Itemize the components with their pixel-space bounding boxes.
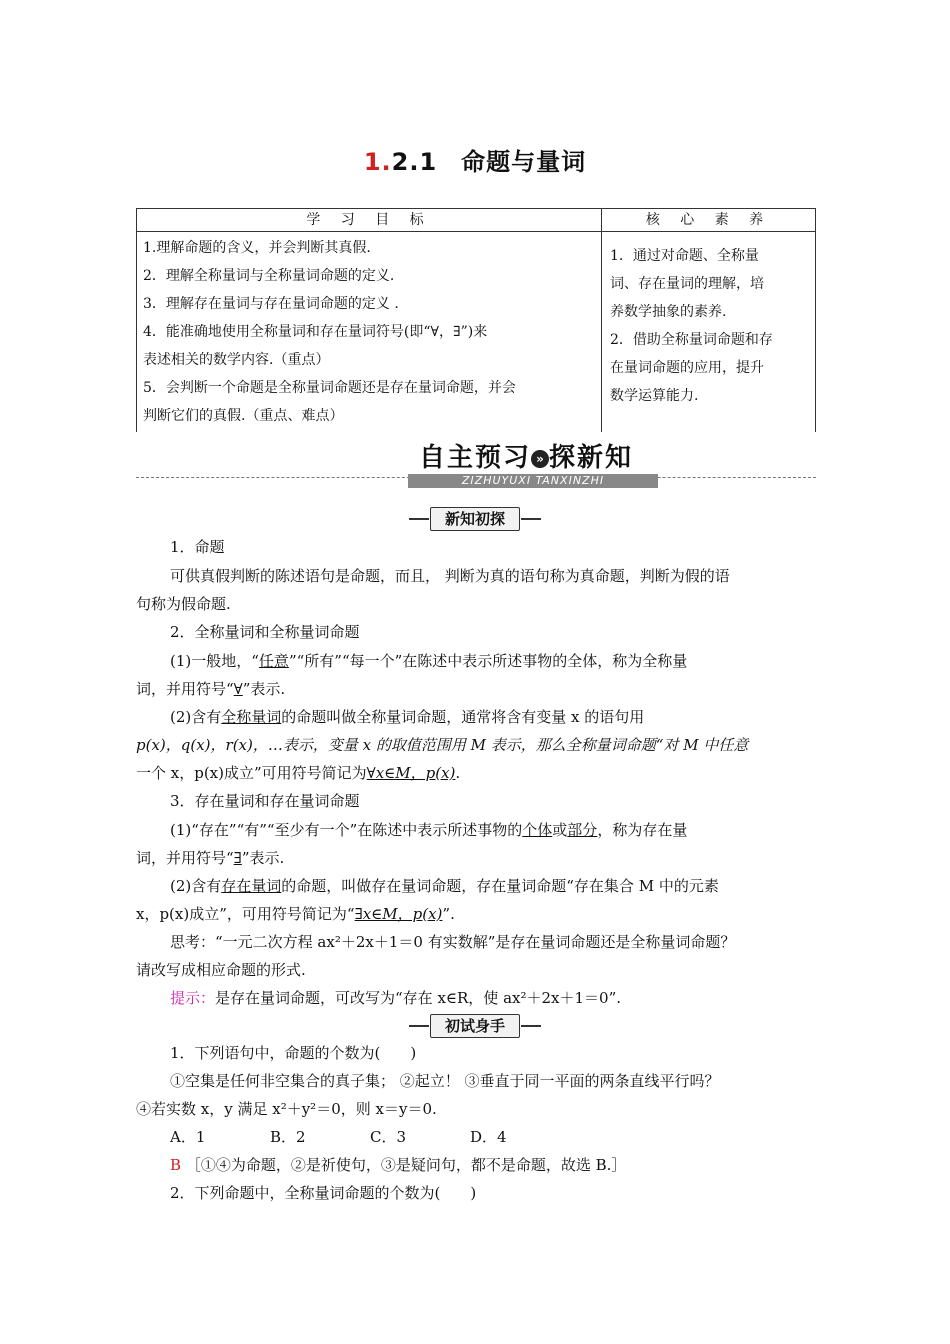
objective-line: 4．能准确地使用全称量词和存在量词符号(即“∀，∃”)来 (143, 324, 488, 340)
paragraph-line: 可供真假判断的陈述语句是命题，而且， 判断为真的语句称为真命题，判断为假的语 (170, 567, 730, 585)
goals-header-objectives: 学 习 目 标 (137, 209, 602, 232)
core-line: 词、存在量词的理解，培 (610, 276, 764, 292)
choice-a: A．1 (170, 1128, 206, 1146)
think-question-cont: 请改写成相应命题的形式. (136, 961, 306, 979)
objective-line: 表述相关的数学内容.（重点） (143, 352, 330, 368)
heading-universal-quantifier: 2．全称量词和全称量词命题 (170, 623, 360, 641)
choices-row (136, 1126, 816, 1148)
objective-line: 5．会判断一个命题是全称量词命题还是存在量词命题，并会 (143, 380, 516, 396)
question-1-options-cont: ④若实数 x，y 满足 x²＋y²＝0，则 x＝y＝0. (136, 1100, 437, 1118)
question-1: 1．下列语句中，命题的个数为( ) (170, 1044, 417, 1062)
heading-existential-quantifier: 3．存在量词和存在量词命题 (170, 792, 360, 810)
choice-b: B．2 (270, 1128, 306, 1146)
core-cell (602, 232, 816, 433)
page-title (0, 142, 950, 177)
answer-line (136, 1154, 816, 1176)
answer-text: ［①④为命题，②是祈使句，③是疑问句，都不是命题，故选 B.］ (185, 1156, 627, 1174)
paragraph-line: x，p(x)成立”，可用符号简记为“∃x∈M，p(x)”. (136, 905, 455, 923)
banner-subtitle: ZIZHUYUXI TANXINZHI (408, 474, 658, 488)
section-tag-new-knowledge (0, 507, 950, 531)
section-tag-trial (0, 1014, 950, 1038)
objective-line: 1.理解命题的含义，并会判断其真假. (143, 240, 371, 256)
section-tag-label: 新知初探 (430, 507, 520, 531)
objective-line: 判断它们的真假.（重点、难点） (143, 408, 344, 424)
core-line: 在量词命题的应用，提升 (610, 360, 764, 376)
title-text: 命题与量词 (461, 148, 587, 176)
core-line: 2．借助全称量词命题和存 (610, 332, 773, 348)
paragraph-line: 词，并用符号“∀”表示. (136, 680, 286, 698)
paragraph-line: (1)“存在”“有”“至少有一个”在陈述中表示所述事物的个体或部分，称为存在量 (170, 821, 688, 839)
goals-table (136, 208, 816, 432)
think-question: 思考：“一元二次方程 ax²＋2x＋1＝0 有实数解”是存在量词命题还是全称量词命题？ (170, 933, 736, 951)
answer-letter: B (170, 1156, 182, 1174)
choice-c: C．3 (370, 1128, 407, 1146)
core-line: 养数学抽象的素养. (610, 304, 727, 320)
title-number-b: 2.1 (391, 148, 438, 176)
paragraph-line: (1)一般地，“任意”“所有”“每一个”在陈述中表示所述事物的全体，称为全称量 (170, 652, 688, 670)
question-1-options: ①空集是任何非空集合的真子集； ②起立！ ③垂直于同一平面的两条直线平行吗？ (170, 1072, 720, 1090)
banner-right-text: 探新知 (549, 443, 634, 473)
hint-label: 提示： (170, 989, 216, 1007)
chevron-right-icon: » (531, 450, 549, 468)
section-tag-label: 初试身手 (430, 1014, 520, 1038)
choice-d: D．4 (470, 1128, 507, 1146)
hint-text: 是存在量词命题，可改写为“存在 x∈R，使 ax²＋2x＋1＝0”. (215, 989, 622, 1007)
paragraph-line: 词，并用符号“∃”表示. (136, 849, 285, 867)
banner-left-text: 自主预习 (418, 443, 531, 473)
hint-line (136, 987, 816, 1009)
paragraph-line: 一个 x，p(x)成立”可用符号简记为∀x∈M，p(x). (136, 764, 461, 782)
core-line: 数学运算能力. (610, 388, 699, 404)
paragraph-line: p(x)，q(x)，r(x)，…表示，变量 x 的取值范围用 M 表示，那么全称量词命题“对 M 中任意 (136, 736, 749, 754)
paragraph-line: (2)含有存在量词的命题，叫做存在量词命题，存在量词命题“存在集合 M 中的元素 (170, 877, 719, 895)
goals-header-core: 核 心 素 养 (602, 209, 816, 232)
core-line: 1．通过对命题、全称量 (610, 248, 759, 264)
objectives-cell (137, 232, 602, 433)
objective-line: 2．理解全称量词与全称量词命题的定义. (143, 268, 395, 284)
objective-line: 3．理解存在量词与存在量词命题的定义 . (143, 296, 399, 312)
paragraph-line: (2)含有全称量词的命题叫做全称量词命题，通常将含有变量 x 的语句用 (170, 708, 645, 726)
heading-proposition: 1．命题 (170, 538, 225, 556)
section-banner (410, 440, 642, 476)
title-number-a: 1. (363, 148, 392, 176)
paragraph-line: 句称为假命题. (136, 595, 231, 613)
question-2: 2．下列命题中，全称量词命题的个数为( ) (170, 1184, 477, 1202)
